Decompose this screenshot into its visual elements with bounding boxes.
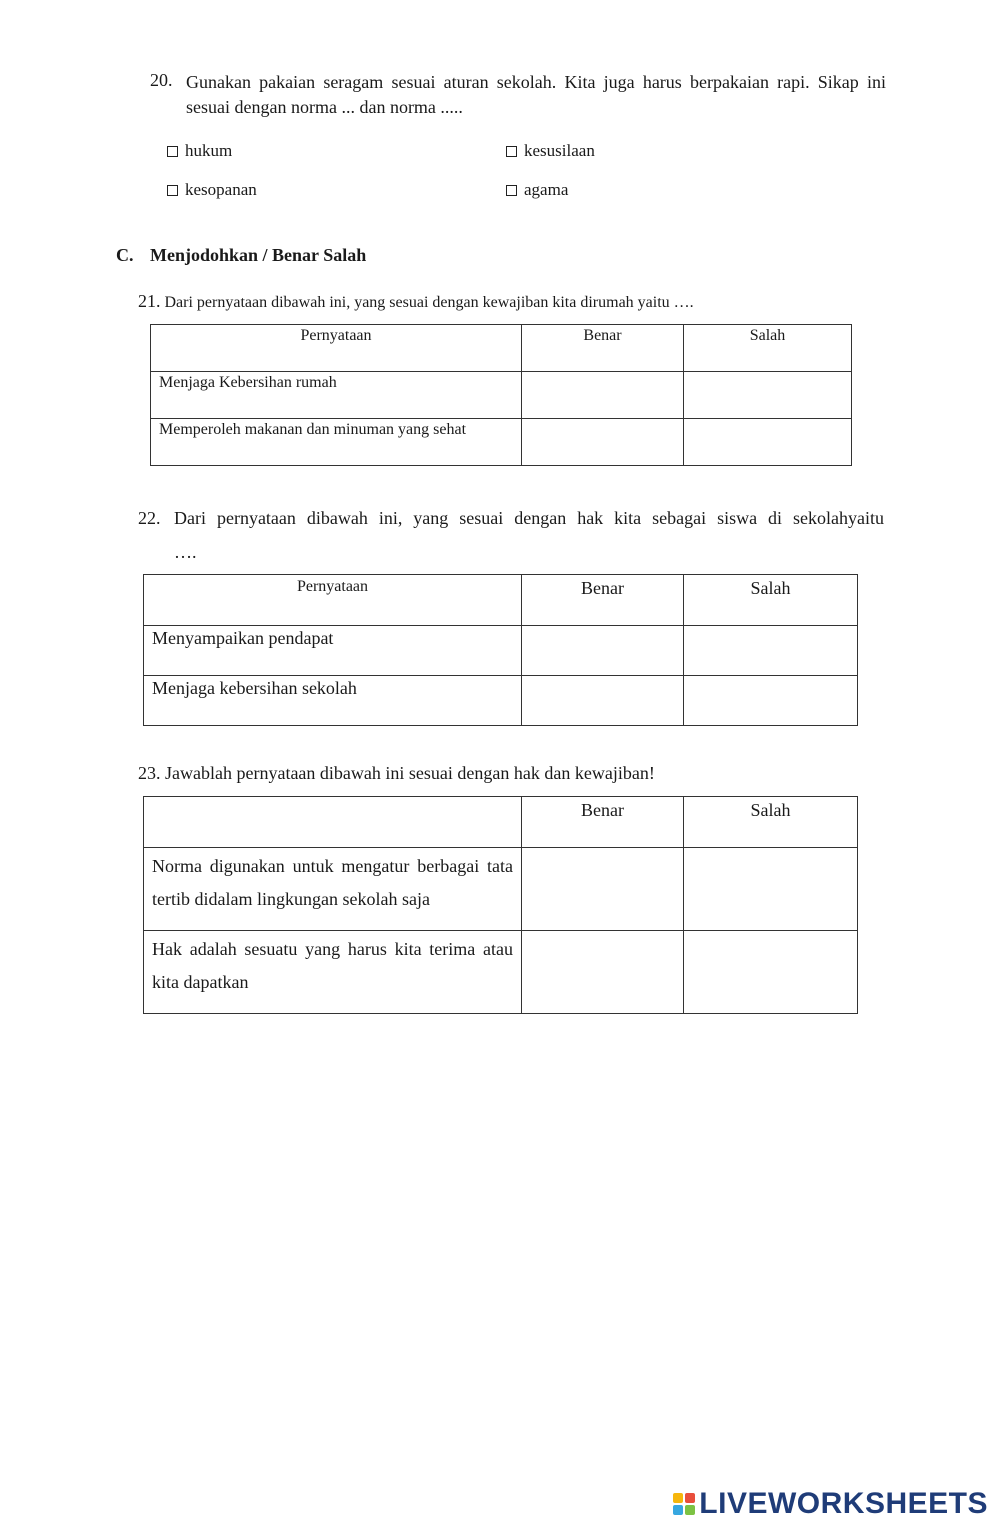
header-blank	[144, 797, 522, 848]
section-title: Menjodohkan / Benar Salah	[150, 245, 367, 265]
option-label: kesopanan	[185, 180, 257, 199]
table-row	[144, 848, 858, 931]
benar-answer-cell[interactable]	[522, 848, 684, 931]
question-21-text: Dari pernyataan dibawah ini, yang sesuai dengan kewajiban kita dirumah yaitu ….	[164, 294, 694, 311]
table-header-row	[151, 325, 852, 372]
question-20-text: Gunakan pakaian seragam sesuai aturan sekolah. Kita juga harus berpakaian rapi. Sikap ini sesuai dengan norma ... dan norma .....	[186, 72, 886, 117]
header-salah: Salah	[684, 797, 858, 848]
table-row	[144, 676, 858, 726]
question-22-dots: ….	[174, 542, 197, 562]
section-heading	[116, 245, 366, 266]
header-pernyataan: Pernyataan	[151, 325, 522, 372]
option-label: agama	[524, 180, 569, 199]
question-20-number: 20.	[150, 70, 173, 90]
logo-square	[685, 1505, 695, 1515]
benar-answer-cell[interactable]	[522, 372, 684, 419]
statement-cell: Menjaga kebersihan sekolah	[144, 676, 522, 726]
table-header-row	[144, 575, 858, 626]
checkbox-icon[interactable]	[506, 146, 517, 157]
option-agama[interactable]	[506, 180, 568, 200]
header-benar: Benar	[522, 325, 684, 372]
header-pernyataan: Pernyataan	[144, 575, 522, 626]
checkbox-icon[interactable]	[506, 185, 517, 196]
statement-cell: Norma digunakan untuk mengatur berbagai tata tertib didalam lingkungan sekolah saja	[144, 848, 522, 931]
salah-answer-cell[interactable]	[684, 626, 858, 676]
table-row	[151, 372, 852, 419]
logo-square	[685, 1493, 695, 1503]
option-hukum[interactable]	[167, 141, 232, 161]
liveworksheets-logo-icon	[673, 1493, 695, 1515]
statement-cell: Memperoleh makanan dan minuman yang sehat	[151, 419, 522, 466]
question-21-number: 21.	[138, 291, 161, 311]
question-22-number: 22.	[138, 508, 161, 528]
header-salah: Salah	[684, 575, 858, 626]
salah-answer-cell[interactable]	[684, 848, 858, 931]
table-row	[144, 626, 858, 676]
salah-answer-cell[interactable]	[684, 419, 852, 466]
option-label: hukum	[185, 141, 233, 160]
header-benar: Benar	[522, 797, 684, 848]
logo-square	[673, 1493, 683, 1503]
benar-answer-cell[interactable]	[522, 626, 684, 676]
benar-answer-cell[interactable]	[522, 931, 684, 1014]
section-letter: C.	[116, 245, 134, 265]
question-21	[138, 291, 694, 312]
question-21-table	[150, 324, 852, 466]
statement-cell: Menjaga Kebersihan rumah	[151, 372, 522, 419]
statement-cell: Hak adalah sesuatu yang harus kita terima atau kita dapatkan	[144, 931, 522, 1014]
header-salah: Salah	[684, 325, 852, 372]
header-benar: Benar	[522, 575, 684, 626]
logo-text: LIVEWORKSHEETS	[699, 1487, 988, 1520]
checkbox-icon[interactable]	[167, 146, 178, 157]
table-row	[144, 931, 858, 1014]
question-22-text: Dari pernyataan dibawah ini, yang sesuai dengan hak kita sebagai siswa di sekolahyaitu	[174, 508, 884, 528]
salah-answer-cell[interactable]	[684, 372, 852, 419]
statement-cell: Menyampaikan pendapat	[144, 626, 522, 676]
liveworksheets-logo	[673, 1487, 988, 1521]
salah-answer-cell[interactable]	[684, 931, 858, 1014]
question-23-table	[143, 796, 858, 1014]
question-23-text: 23. Jawablah pernyataan dibawah ini sesuai dengan hak dan kewajiban!	[138, 763, 655, 783]
table-row	[151, 419, 852, 466]
option-kesusilaan[interactable]	[506, 141, 595, 161]
question-22-table	[143, 574, 858, 726]
salah-answer-cell[interactable]	[684, 676, 858, 726]
logo-square	[673, 1505, 683, 1515]
checkbox-icon[interactable]	[167, 185, 178, 196]
option-kesopanan[interactable]	[167, 180, 257, 200]
benar-answer-cell[interactable]	[522, 419, 684, 466]
table-header-row	[144, 797, 858, 848]
option-label: kesusilaan	[524, 141, 595, 160]
benar-answer-cell[interactable]	[522, 676, 684, 726]
